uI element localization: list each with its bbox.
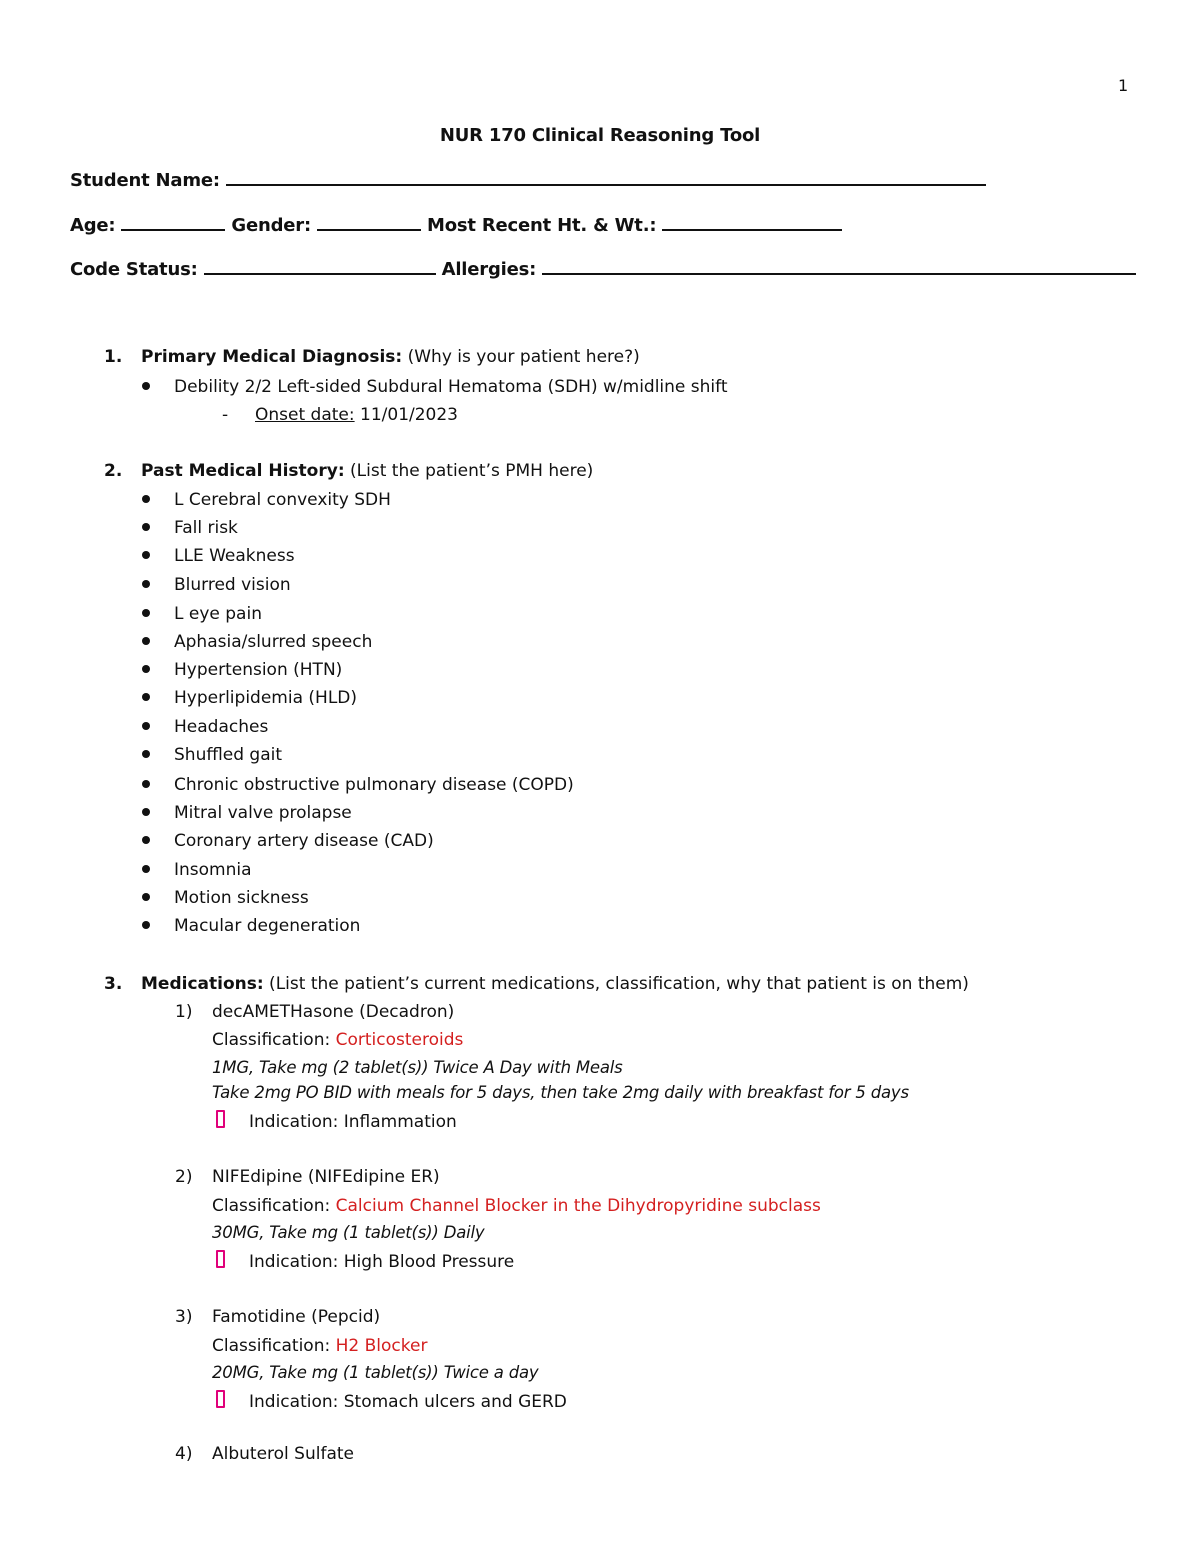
indication-arrow-icon [216, 1390, 225, 1408]
bullet-icon [142, 665, 150, 673]
age-blank[interactable] [121, 215, 225, 231]
bullet-icon [142, 495, 150, 503]
bullet-icon [142, 836, 150, 844]
student-name-row [70, 170, 992, 191]
onset-date-row [222, 405, 458, 425]
pmh-item-text: Motion sickness [174, 888, 309, 908]
pmh-item-text: Fall risk [174, 518, 238, 538]
section-prompt: (List the patient’s current medications, classification, why that patient is on them) [263, 974, 969, 994]
classification-value: Corticosteroids [335, 1030, 464, 1050]
indication-label: Indication: [249, 1252, 344, 1272]
section-pmh-heading [104, 461, 593, 481]
pmh-item-text: Coronary artery disease (CAD) [174, 831, 434, 851]
list-item [142, 377, 728, 397]
indication-label: Indication: [249, 1112, 344, 1132]
indication-value: Stomach ulcers and GERD [343, 1392, 567, 1412]
list-item [142, 660, 342, 680]
pmh-item-text: Hypertension (HTN) [174, 660, 343, 680]
onset-date-label: Onset date: [255, 405, 355, 425]
list-item [142, 888, 309, 908]
list-item [142, 575, 291, 595]
medication-classification [212, 1196, 821, 1216]
indication-label: Indication: [249, 1392, 344, 1412]
list-item [142, 860, 252, 880]
pmh-item-text: Aphasia/slurred speech [174, 632, 373, 652]
medication-indication [212, 1389, 567, 1412]
list-item [142, 717, 268, 737]
list-item [142, 518, 238, 538]
medication-number: 1) [175, 1002, 193, 1022]
classification-value: Calcium Channel Blocker in the Dihydropyridine subclass [335, 1196, 821, 1216]
bullet-icon [142, 609, 150, 617]
pmh-item-text: Mitral valve prolapse [174, 803, 352, 823]
section-label: Primary Medical Diagnosis: [141, 347, 403, 367]
ht-wt-blank[interactable] [662, 215, 842, 231]
section-number: 1. [104, 347, 123, 367]
gender-label: Gender: [231, 215, 311, 236]
section-label: Medications: [141, 974, 264, 994]
bullet-icon [142, 921, 150, 929]
classification-label: Classification: [212, 1030, 336, 1050]
medication-dose: 1MG, Take mg (2 tablet(s)) Twice A Day with Meals [212, 1058, 623, 1077]
student-name-label: Student Name: [70, 170, 220, 191]
age-gender-row [70, 215, 848, 236]
section-diagnosis-heading [104, 347, 640, 367]
indication-arrow-icon [216, 1250, 225, 1268]
classification-label: Classification: [212, 1196, 336, 1216]
list-item [142, 632, 372, 652]
pmh-item-text: L eye pain [174, 604, 262, 624]
list-item [142, 688, 357, 708]
medication-dose: 20MG, Take mg (1 tablet(s)) Twice a day [212, 1363, 539, 1382]
list-item [142, 916, 360, 936]
medication-classification [212, 1336, 427, 1356]
section-number: 3. [104, 974, 123, 994]
medication-dose: Take 2mg PO BID with meals for 5 days, then take 2mg daily with breakfast for 5 days [212, 1083, 909, 1102]
list-item [142, 831, 434, 851]
list-item [142, 546, 295, 566]
pmh-item-text: LLE Weakness [174, 546, 295, 566]
dash-icon: - [222, 405, 229, 425]
gender-blank[interactable] [317, 215, 421, 231]
medication-name: decAMETHasone (Decadron) [212, 1002, 455, 1022]
pmh-item-text: Hyperlipidemia (HLD) [174, 688, 358, 708]
classification-label: Classification: [212, 1336, 336, 1356]
medication-name: NIFEdipine (NIFEdipine ER) [212, 1167, 440, 1187]
pmh-item-text: Shuffled gait [174, 745, 283, 765]
code-status-label: Code Status: [70, 259, 198, 280]
code-status-blank[interactable] [204, 259, 436, 275]
section-prompt: (Why is your patient here?) [402, 347, 640, 367]
list-item [142, 490, 391, 510]
bullet-icon [142, 523, 150, 531]
page-title: NUR 170 Clinical Reasoning Tool [439, 125, 761, 146]
bullet-icon [142, 551, 150, 559]
age-label: Age: [70, 215, 116, 236]
medication-classification [212, 1030, 463, 1050]
indication-value: Inflammation [343, 1112, 457, 1132]
medication-number: 4) [175, 1444, 193, 1464]
code-allergies-row [70, 259, 1142, 280]
allergies-blank[interactable] [542, 259, 1136, 275]
list-item [142, 803, 352, 823]
bullet-icon [142, 865, 150, 873]
list-item [142, 745, 282, 765]
onset-date-value: 11/01/2023 [354, 405, 458, 425]
page-number: 1 [1118, 76, 1129, 95]
bullet-icon [142, 637, 150, 645]
section-medications-heading [104, 974, 969, 994]
medication-name: Albuterol Sulfate [212, 1444, 355, 1464]
pmh-item-text: Macular degeneration [174, 916, 361, 936]
bullet-icon [142, 382, 150, 390]
ht-wt-label: Most Recent Ht. & Wt.: [427, 215, 657, 236]
pmh-item-text: Headaches [174, 717, 269, 737]
section-prompt: (List the patient’s PMH here) [344, 461, 594, 481]
pmh-item-text: Chronic obstructive pulmonary disease (COPD) [174, 775, 574, 795]
medication-number: 2) [175, 1167, 193, 1187]
bullet-icon [142, 780, 150, 788]
list-item [142, 604, 262, 624]
medication-name: Famotidine (Pepcid) [212, 1307, 381, 1327]
bullet-icon [142, 722, 150, 730]
medication-dose: 30MG, Take mg (1 tablet(s)) Daily [212, 1223, 485, 1242]
classification-value: H2 Blocker [335, 1336, 428, 1356]
pmh-item-text: Blurred vision [174, 575, 291, 595]
bullet-icon [142, 693, 150, 701]
indication-value: High Blood Pressure [343, 1252, 515, 1272]
indication-arrow-icon [216, 1110, 225, 1128]
pmh-item-text: Insomnia [174, 860, 252, 880]
student-name-blank[interactable] [226, 170, 986, 186]
section-label: Past Medical History: [141, 461, 345, 481]
medication-indication [212, 1249, 514, 1272]
medication-indication [212, 1109, 457, 1132]
bullet-icon [142, 808, 150, 816]
pmh-item-text: L Cerebral convexity SDH [174, 490, 391, 510]
diagnosis-text: Debility 2/2 Left-sided Subdural Hematoma (SDH) w/midline shift [174, 377, 728, 397]
bullet-icon [142, 750, 150, 758]
bullet-icon [142, 893, 150, 901]
list-item [142, 775, 574, 795]
section-number: 2. [104, 461, 123, 481]
allergies-label: Allergies: [441, 259, 537, 280]
bullet-icon [142, 580, 150, 588]
medication-number: 3) [175, 1307, 193, 1327]
